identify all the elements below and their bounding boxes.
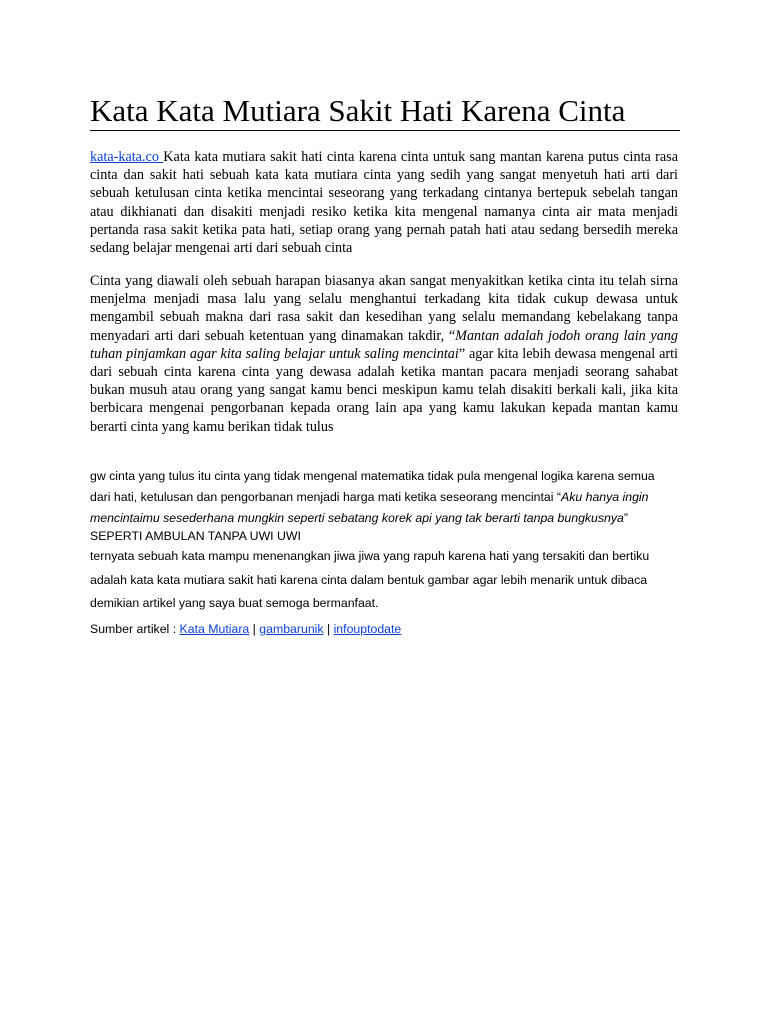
second-paragraph-text-after: ” agar kita lebih dewasa mengenal arti dari sebuah cinta karena cinta yang dewasa adalah ketika mantan pacara menjadi seorang sahabat bukan musuh atau orang yang sangat kamu benci meskipun kamu telah disakiti berkali kali, jika kita berbicara mengenai pengorbanan kepada orang lain apa yang kamu lakukan kepada mantan kamu berarti cinta yang kamu berikan tidak tulus xyxy=(90,345,678,435)
second-paragraph xyxy=(90,272,678,436)
source-separator: | xyxy=(323,622,334,636)
ambulan-heading-text: SEPERTI AMBULAN TANPA UWI UWI xyxy=(90,529,301,543)
sources-line-content xyxy=(90,619,690,640)
closing-line-1: ternyata sebuah kata mampu menenangkan jiwa jiwa yang rapuh karena hati yang tersakiti dan bertiku xyxy=(90,549,650,563)
kata-kata-co-link[interactable]: kata-kata.co xyxy=(90,149,164,165)
source-separator: | xyxy=(249,622,260,636)
intro-paragraph xyxy=(90,148,678,257)
korek-api-quote-start: Aku hanya ingin xyxy=(561,490,649,504)
sources-line xyxy=(90,619,690,640)
cinta-tulus-line-3 xyxy=(90,508,690,529)
mantan-quote: Mantan adalah jodoh orang lain yang tuhan pinjamkan agar kita saling belajar untuk saling mencintai xyxy=(90,327,678,362)
closing-quote-mark: ” xyxy=(623,511,628,525)
closing-line-3: demikian artikel yang saya buat semoga bermanfaat. xyxy=(90,596,379,610)
cinta-tulus-line-2 xyxy=(90,487,690,508)
closing-paragraph xyxy=(90,545,690,616)
page-title: Kata Kata Mutiara Sakit Hati Karena Cinta xyxy=(90,92,680,131)
source-link-kata-mutiara[interactable]: Kata Mutiara xyxy=(179,622,250,636)
closing-line-2: adalah kata kata mutiara sakit hati karena cinta dalam bentuk gambar agar lebih menarik untuk dibaca xyxy=(90,572,648,587)
source-link-infouptodate[interactable]: infouptodate xyxy=(333,622,402,636)
second-paragraph-text: Cinta yang diawali oleh sebuah harapan biasanya akan sangat menyakitkan ketika cinta itu telah sirna menjelma menjadi masa lalu yang selalu menghantui terkadang kita tidak cukup dewasa untuk mengambil sebuah makna dari rasa sakit dan kesedihan yang selalu memandang kebelakang tanpa menyadari arti dari sebuah ketentuan yang dinamakan takdir, “ xyxy=(90,273,678,344)
cinta-tulus-paragraph xyxy=(90,466,690,529)
korek-api-quote-end: mencintaimu sesederhana mungkin seperti sebatang korek api yang tak berarti tanpa bungkusnya xyxy=(90,511,624,525)
source-link-gambarunik[interactable]: gambarunik xyxy=(259,622,324,636)
cinta-tulus-line-1: gw cinta yang tulus itu cinta yang tidak mengenal matematika tidak pula mengenal logika karena semua xyxy=(90,469,655,483)
ambulan-heading xyxy=(90,527,690,546)
intro-paragraph-text: Kata kata mutiara sakit hati cinta karena cinta untuk sang mantan karena putus cinta rasa cinta dan sakit hati sebuah kata kata mutiara cinta yang sedih yang sangat menyetuh hati arti dari sebuah ketulusan cinta ketika mencintai seseorang yang terkadang cintanya bertepuk sebelah tangan atau dikhianati dan disakiti menjadi resiko ketika kita mengenal namanya cinta air mata menjadi pertanda rasa sakit ketika pata hati, setiap orang yang pernah patah hati atau sedang bersedih mereka sedang belajar mengenai arti dari sebuah cinta xyxy=(90,149,678,257)
cinta-tulus-line-2-text: dari hati, ketulusan dan pengorbanan menjadi harga mati ketika seseorang mencintai “ xyxy=(90,490,561,504)
sources-label: Sumber artikel : xyxy=(90,622,180,636)
